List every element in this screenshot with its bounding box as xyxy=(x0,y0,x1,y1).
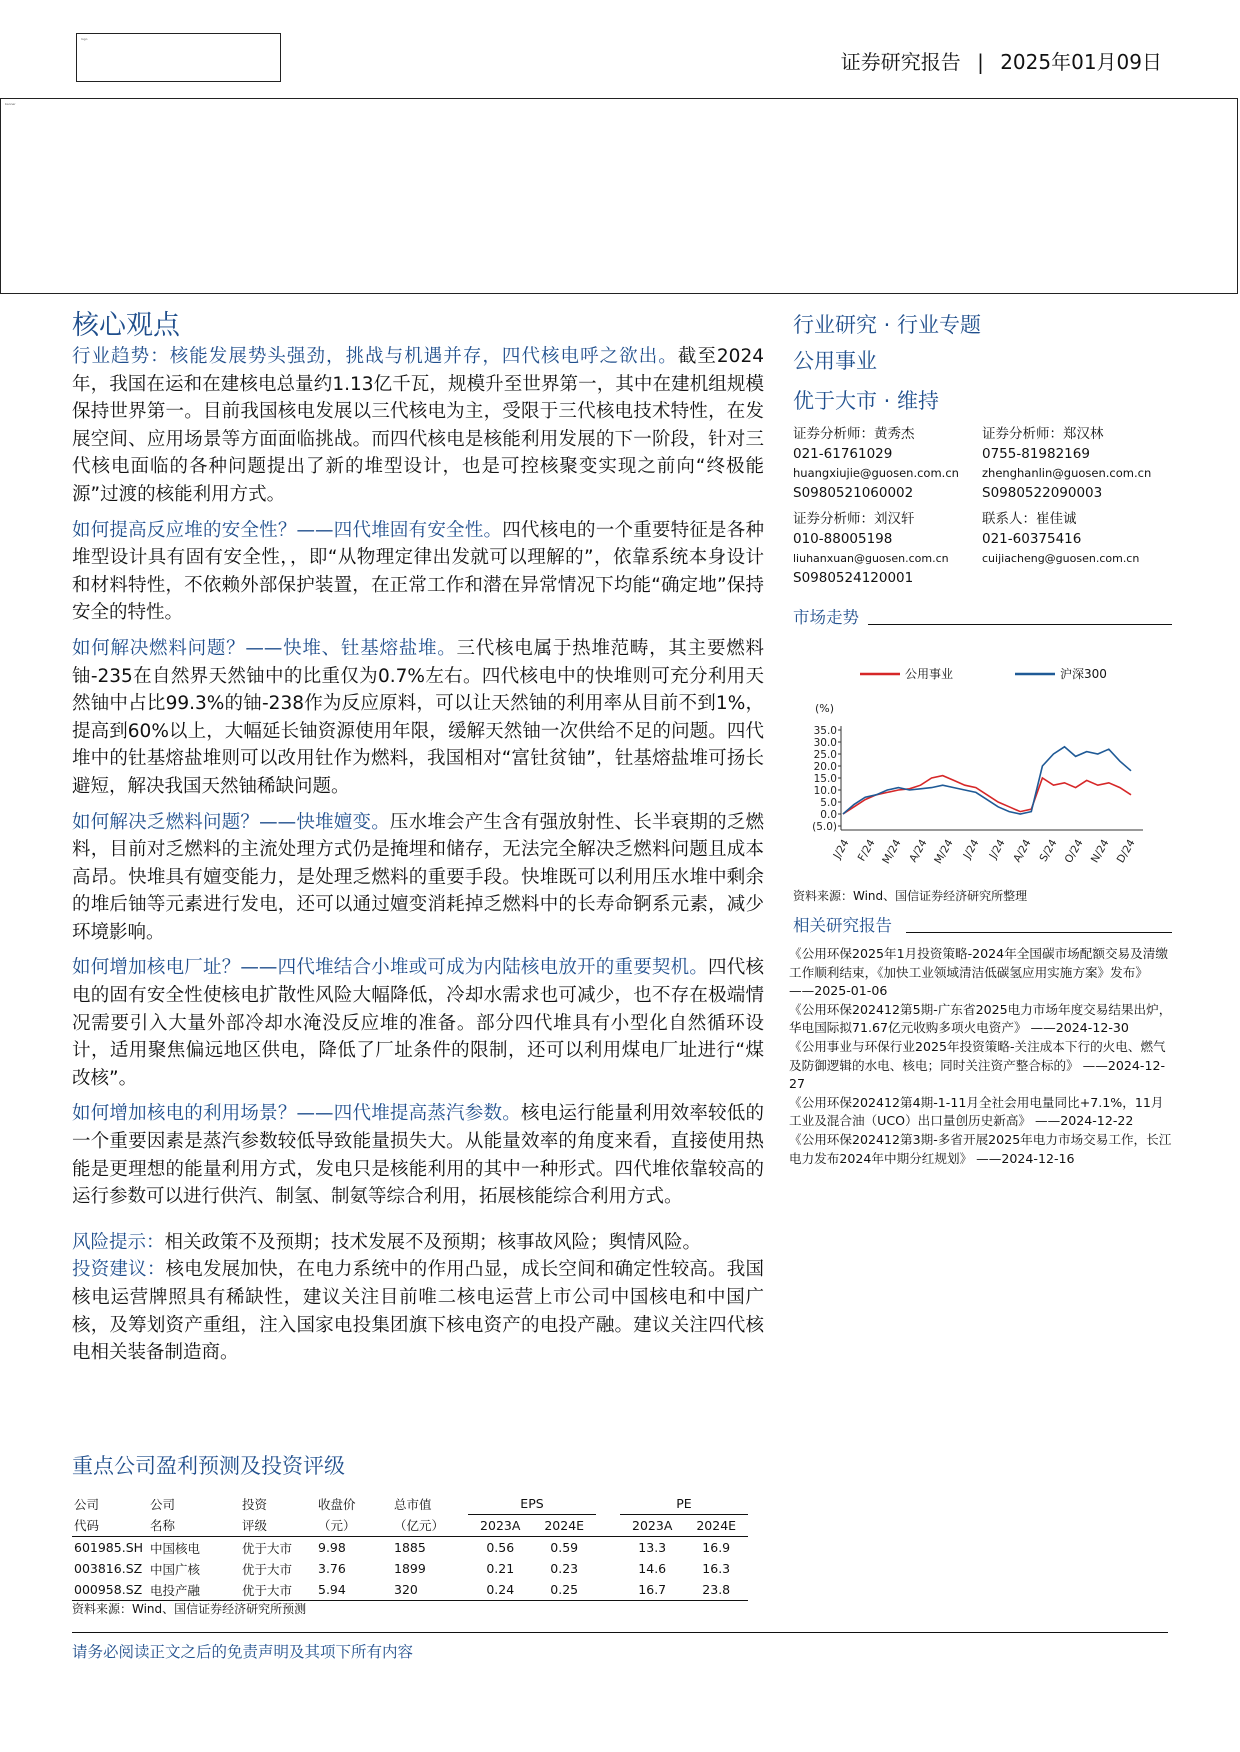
cell-name: 电投产融 xyxy=(150,1582,201,1598)
analyst-id: S0980521060002 xyxy=(793,484,914,501)
cell-eps-2023a: 0.21 xyxy=(486,1561,515,1576)
market-trend-chart xyxy=(805,660,1165,875)
related-reports-list xyxy=(789,945,1173,1168)
cell-eps-2024e: 0.59 xyxy=(550,1540,579,1555)
risk-body: 相关政策不及预期；技术发展不及预期；核事故风险；舆情风险。 xyxy=(164,1231,702,1253)
advice-body: 核电发展加快，在电力系统中的作用凸显，成长空间和确定性较高。我国核电运营牌照具有稀缺性，建议关注目前唯二核电运营上市公司中国核电和中国广核，及筹划资产重组，注入国家电投集团旗下核电资产的电投产融。建议关注四代核电相关装备制造商。 xyxy=(72,1259,764,1364)
paragraph-lead: 如何解决乏燃料问题？——快堆嬗变。 xyxy=(72,811,390,833)
analyst-email[interactable]: zhenghanlin@guosen.com.cn xyxy=(982,466,1152,480)
y-tick-label: 5.0 xyxy=(820,797,837,809)
analyst-role: 联系人：崔佳诚 xyxy=(982,511,1077,527)
table-row xyxy=(72,1579,748,1601)
report-category: 行业研究 · 行业专题 xyxy=(793,313,982,337)
paragraph xyxy=(72,954,764,1092)
cell-rating: 优于大市 xyxy=(242,1540,293,1556)
chart-source: 资料来源：Wind、国信证券经济研究所整理 xyxy=(793,889,1028,903)
title-banner: banner xyxy=(0,98,1238,294)
y-axis xyxy=(812,725,841,833)
y-tick-label: 15.0 xyxy=(813,773,837,785)
cell-code: 003816.SZ xyxy=(74,1561,143,1576)
paragraph-body: 压水堆会产生含有强放射性、长半衰期的乏燃料，目前对乏燃料的主流处理方式仍是掩埋和储存，无法完全解决乏燃料问题且成本高昂。快堆具有嬗变能力，是处理乏燃料的重要手段。快堆既可以利用压水堆中剩余的堆后铀等元素进行发电，还可以通过嬗变消耗掉乏燃料中的长寿命锕系元素，减少环境影响。 xyxy=(72,811,764,943)
cell-name: 中国广核 xyxy=(150,1561,201,1577)
header-cell: 名称 xyxy=(150,1518,176,1534)
analyst-id: S0980522090003 xyxy=(982,484,1103,501)
x-tick-label: A/24 xyxy=(907,837,930,865)
analyst-card xyxy=(982,510,1177,569)
cell-rating: 优于大市 xyxy=(242,1561,293,1577)
header-cell: （亿元） xyxy=(394,1518,445,1534)
header-cell: 代码 xyxy=(74,1518,100,1534)
cell-eps-2023a: 0.24 xyxy=(486,1582,515,1597)
x-tick-label: S/24 xyxy=(1037,837,1060,864)
risk-lead: 风险提示： xyxy=(72,1231,165,1253)
x-tick-label: A/24 xyxy=(1011,837,1034,865)
analyst-role: 证券分析师：刘汉轩 xyxy=(793,511,915,527)
paragraph xyxy=(72,1100,764,1210)
cell-pe-2024e: 16.3 xyxy=(702,1561,731,1576)
related-report-item[interactable]: 《公用事业与环保行业2025年投资策略-关注成本下行的火电、燃气及防御逻辑的水电、核电；同时关注资产整合标的》 ——2024-12-27 xyxy=(789,1038,1166,1092)
header-cell-pe: PE xyxy=(620,1493,748,1515)
x-tick-label: M/24 xyxy=(932,837,956,866)
market-trend-rule xyxy=(868,624,1172,625)
header-cell: 2024E xyxy=(544,1518,585,1533)
analyst-email[interactable]: cuijiacheng@guosen.com.cn xyxy=(982,552,1140,565)
paragraph xyxy=(72,635,764,801)
y-tick-label: (5.0) xyxy=(812,821,837,833)
cell-price: 3.76 xyxy=(318,1561,346,1576)
header-cell: 总市值 xyxy=(394,1496,432,1512)
cell-eps-2024e: 0.23 xyxy=(550,1561,579,1576)
cell-pe-2023a: 16.7 xyxy=(638,1582,667,1597)
header-cell: 2023A xyxy=(632,1518,673,1533)
analyst-email[interactable]: huangxiujie@guosen.com.cn xyxy=(793,466,959,480)
paragraph xyxy=(72,809,764,947)
y-tick-label: 35.0 xyxy=(813,725,837,737)
related-reports-rule xyxy=(906,932,1172,933)
table-header-row xyxy=(72,1493,748,1515)
report-type: 证券研究报告 xyxy=(840,50,961,74)
analyst-card xyxy=(793,510,978,588)
cell-rating: 优于大市 xyxy=(242,1582,293,1598)
logo-placeholder: logo xyxy=(76,33,281,82)
x-tick-label: N/24 xyxy=(1088,837,1112,865)
paragraph xyxy=(72,517,764,627)
analyst-card xyxy=(793,425,978,503)
paragraph-body: 核电运行能量利用效率较低的一个重要因素是蒸汽参数较低导致能量损失大。从能量效率的角度来看，直接使用热能是更理想的能量利用方式，发电只是核能利用的其中一种形式。四代堆依靠较高的运行参数可以进行供汽、制氢、制氨等综合利用，拓展核能综合利用方式。 xyxy=(72,1103,764,1208)
market-trend-title: 市场走势 xyxy=(793,608,859,627)
header-cell: （元） xyxy=(318,1518,356,1534)
header-cell: 2024E xyxy=(696,1518,737,1533)
header-cell: 公司 xyxy=(74,1496,100,1512)
paragraph-body: 三代核电属于热堆范畴，其主要燃料铀-235在自然界天然铀中的比重仅为0.7%左右。四代核电中的快堆则可充分利用天然铀中占比99.3%的铀-238作为反应原料，可以让天然铀的利用率从目前不到1%，提高到60%以上，大幅延长铀资源使用年限，缓解天然铀一次供给不足的问题。四代堆中的钍基熔盐堆则可以改用钍作为燃料，我国相对“富钍贫铀”，钍基熔盐堆可扬长避短，解决我国天然铀稀缺问题。 xyxy=(72,637,764,797)
paragraph-body: 四代核电的一个重要特征是各种堆型设计具有固有安全性，，即“从物理定律出发就可以理解的”，依靠系统本身设计和材料特性，不依赖外部保护装置，在正常工作和潜在异常情况下均能“确定地”保持安全的特性。 xyxy=(72,519,764,624)
series-line-utilities xyxy=(843,776,1131,814)
earnings-forecast-table xyxy=(72,1493,748,1601)
y-tick-label: 0.0 xyxy=(820,809,837,821)
analyst-role: 证券分析师：黄秀杰 xyxy=(793,426,915,442)
cell-mktcap: 1885 xyxy=(394,1540,426,1555)
paragraph-lead: 如何增加核电的利用场景？——四代堆提高蒸汽参数。 xyxy=(72,1103,521,1125)
related-report-item[interactable]: 《公用环保202412第4期-1-11月全社会用电量同比+7.1%，11月工业及混合油（UCO）出口量创历史新高》 ——2024-12-22 xyxy=(789,1094,1164,1129)
cell-price: 9.98 xyxy=(318,1540,346,1555)
legend-label-hs300: 沪深300 xyxy=(1060,667,1107,681)
analyst-phone: 010-88005198 xyxy=(793,530,893,547)
y-tick-label: 10.0 xyxy=(813,785,837,797)
rating: 优于大市 · 维持 xyxy=(793,389,940,413)
analyst-phone: 021-61761029 xyxy=(793,445,893,462)
cell-eps-2023a: 0.56 xyxy=(486,1540,515,1555)
industry-name: 公用事业 xyxy=(793,349,877,373)
advice-lead: 投资建议： xyxy=(72,1259,166,1281)
x-tick-label: J/24 xyxy=(961,837,982,861)
y-axis-unit: (%) xyxy=(815,702,835,715)
table-title: 重点公司盈利预测及投资评级 xyxy=(72,1454,345,1478)
analyst-role: 证券分析师：郑汉林 xyxy=(982,426,1104,442)
legend-label-utilities: 公用事业 xyxy=(905,667,954,681)
risk-paragraph xyxy=(72,1229,764,1257)
paragraph xyxy=(72,343,764,509)
header-cell: 公司 xyxy=(150,1496,176,1512)
header-cell-eps: EPS xyxy=(468,1493,596,1515)
core-view-body xyxy=(72,343,764,1375)
cell-eps-2024e: 0.25 xyxy=(550,1582,579,1597)
table-row xyxy=(72,1537,748,1559)
cell-name: 中国核电 xyxy=(150,1540,201,1556)
paragraph-body: 四代核电的固有安全性使核电扩散性风险大幅降低，冷却水需求也可减少，也不存在极端情况需要引入大量外部冷却水淹没反应堆的准备。部分四代堆具有小型化自然循环设计，适用聚焦偏远地区供电，降低了厂址条件的限制，还可以利用煤电厂址进行“煤改核”。 xyxy=(72,957,764,1089)
cell-mktcap: 320 xyxy=(394,1582,418,1597)
x-tick-label: D/24 xyxy=(1114,837,1138,866)
related-report-item[interactable]: 《公用环保202412第5期-广东省2025电力市场年度交易结果出炉，华电国际拟71.67亿元收购多项火电资产》 ——2024-12-30 xyxy=(789,1001,1172,1036)
analyst-card xyxy=(982,425,1177,503)
paragraph-lead: 行业趋势：核能发展势头强劲，挑战与机遇并存，四代核电呼之欲出。 xyxy=(72,346,678,367)
analyst-phone: 021-60375416 xyxy=(982,530,1082,547)
analyst-email[interactable]: liuhanxuan@guosen.com.cn xyxy=(793,552,949,565)
y-tick-label: 20.0 xyxy=(813,761,837,773)
analyst-id: S0980524120001 xyxy=(793,569,914,586)
paragraph-body: 截至2024年，我国在运和在建核电总量约1.13亿千瓦，规模升至世界第一，其中在建机组规模保持世界第一。目前我国核电发展以三代核电为主，受限于三代核电技术特性，在发展空间、应用场景等方面面临挑战。而四代核电是核能利用发展的下一阶段，针对三代核电面临的各种问题提出了新的堆型设计，也是可控核聚变实现之前向“终极能源”过渡的核能利用方式。 xyxy=(72,346,764,505)
x-tick-label: M/24 xyxy=(880,837,904,866)
paragraph-lead: 如何增加核电厂址？——四代堆结合小堆或可成为内陆核电放开的重要契机。 xyxy=(72,957,709,979)
y-tick-label: 25.0 xyxy=(813,749,837,761)
table-row xyxy=(72,1558,748,1579)
paragraph-lead: 如何解决燃料问题？——快堆、钍基熔盐堆。 xyxy=(72,637,457,659)
header-cell: 2023A xyxy=(480,1518,521,1533)
cell-pe-2023a: 14.6 xyxy=(638,1561,667,1576)
table-source: 资料来源：Wind、国信证券经济研究所预测 xyxy=(72,1602,307,1616)
advice-paragraph xyxy=(72,1256,764,1366)
x-axis xyxy=(831,837,1138,866)
x-tick-label: F/24 xyxy=(855,837,878,864)
related-reports-title: 相关研究报告 xyxy=(793,916,892,935)
cell-pe-2023a: 13.3 xyxy=(638,1540,667,1555)
legend xyxy=(860,666,1107,681)
related-report-item[interactable]: 《公用环保2025年1月投资策略-2024年全国碳市场配额交易及清缴工作顺利结束，《加快工业领域清洁低碳氢应用实施方案》发布》 ——2025-01-06 xyxy=(789,946,1168,999)
analyst-phone: 0755-81982169 xyxy=(982,445,1090,462)
report-date: 2025年01月09日 xyxy=(1000,50,1162,74)
cell-code: 601985.SH xyxy=(74,1540,144,1555)
footer-rule xyxy=(72,1632,1168,1633)
header-separator: | xyxy=(977,50,984,74)
core-view-title: 核心观点 xyxy=(72,310,180,341)
paragraph-lead: 如何提高反应堆的安全性？——四代堆固有安全性。 xyxy=(72,519,503,541)
cell-code: 000958.SZ xyxy=(74,1582,143,1597)
header-cell: 收盘价 xyxy=(318,1496,356,1512)
x-tick-label: J/24 xyxy=(831,837,852,861)
y-tick-label: 30.0 xyxy=(813,737,837,749)
cell-pe-2024e: 23.8 xyxy=(702,1582,731,1597)
table-header-row xyxy=(72,1515,748,1537)
cell-mktcap: 1899 xyxy=(394,1561,426,1576)
header-cell: 评级 xyxy=(242,1518,268,1534)
header-cell: 投资 xyxy=(242,1496,268,1512)
x-tick-label: J/24 xyxy=(987,837,1008,861)
report-header xyxy=(841,46,1162,75)
disclaimer-footer: 请务必阅读正文之后的免责声明及其项下所有内容 xyxy=(72,1643,414,1661)
x-tick-label: O/24 xyxy=(1062,837,1086,866)
cell-price: 5.94 xyxy=(318,1582,346,1597)
related-report-item[interactable]: 《公用环保202412第3期-多省开展2025年电力市场交易工作，长江电力发布2024年中期分红规划》 ——2024-12-16 xyxy=(789,1131,1172,1166)
cell-pe-2024e: 16.9 xyxy=(702,1540,731,1555)
